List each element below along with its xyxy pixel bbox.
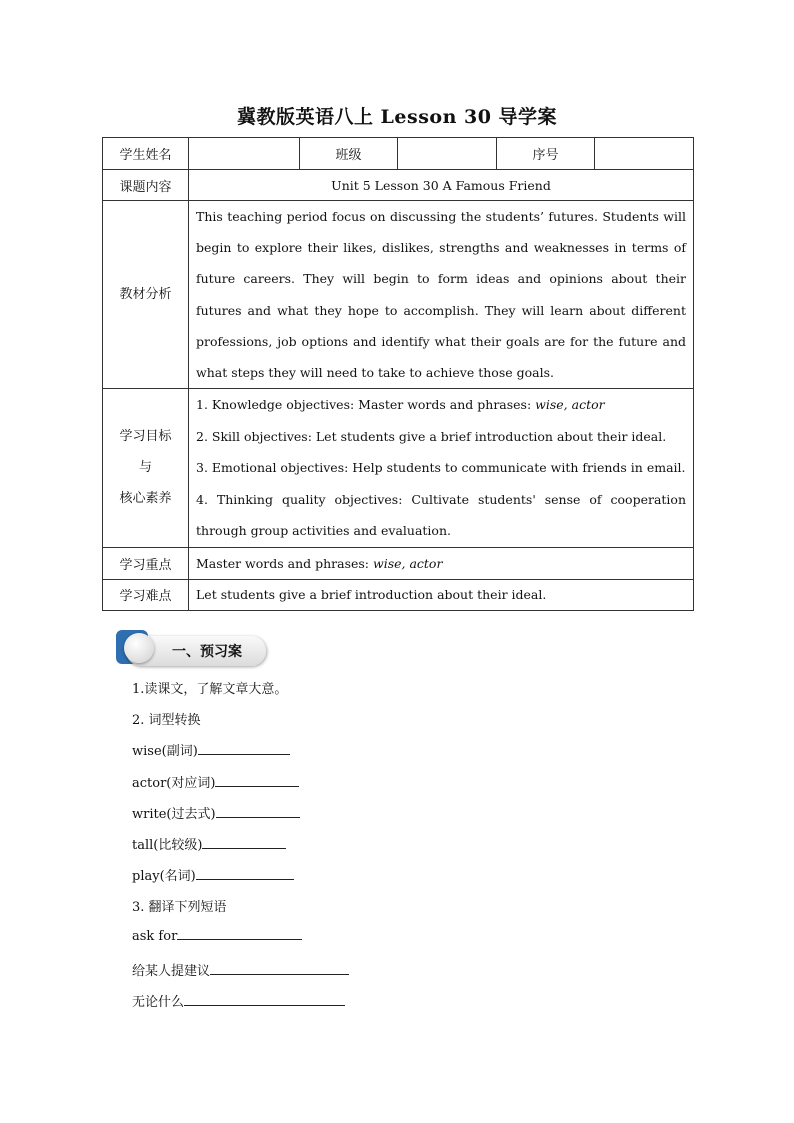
answer-blank[interactable] (202, 836, 286, 849)
answer-blank[interactable] (184, 993, 345, 1006)
word-transform-row (132, 803, 300, 822)
section-heading: 一、预习案 (172, 644, 242, 660)
section-bullet-icon (124, 633, 154, 663)
phrase-prompt: 无论什么 (132, 995, 185, 1010)
key-points-words: wise, actor (373, 555, 443, 571)
word-transform-row (132, 865, 294, 884)
key-points-text: Master words and phrases: (196, 555, 373, 571)
word-prompt: play(名词) (132, 869, 196, 884)
answer-blank[interactable] (198, 742, 290, 755)
goals-label-line: 核心素养 (119, 491, 172, 507)
phrase-row (132, 960, 349, 979)
answer-blank[interactable] (196, 867, 294, 880)
word-transform-row (132, 834, 286, 853)
key-points-label: 学习重点 (103, 547, 189, 579)
class-label: 班级 (300, 138, 398, 170)
topic-value: Unit 5 Lesson 30 A Famous Friend (189, 170, 694, 201)
difficulty-label: 学习难点 (103, 579, 189, 610)
page-title: 冀教版英语八上 Lesson 30 导学案 (236, 106, 558, 128)
analysis-label: 教材分析 (103, 201, 189, 389)
objective-1-text: 1. Knowledge objectives: Master words and phrases: (196, 397, 536, 413)
objective-3: 3. Emotional objectives: Help students to communicate with friends in email. (196, 460, 686, 476)
goals-label-line: 学习目标 (119, 429, 172, 445)
objective-1 (196, 389, 686, 421)
word-prompt: actor(对应词) (132, 776, 216, 791)
topic-label: 课题内容 (103, 170, 189, 201)
student-name-field[interactable] (189, 138, 300, 170)
word-transform-row (132, 740, 290, 759)
preview-item-2: 2. 词型转换 (132, 713, 201, 728)
phrase-row (132, 927, 302, 944)
answer-blank[interactable] (210, 962, 349, 975)
word-prompt: wise(副词) (132, 744, 198, 759)
goals-label (103, 389, 189, 548)
phrase-prompt: ask for (132, 929, 178, 944)
seat-field[interactable] (595, 138, 694, 170)
key-points-value (189, 547, 694, 579)
lesson-info-table (102, 137, 694, 611)
goals-label-line: 与 (138, 460, 152, 476)
table-row (103, 170, 694, 201)
preview-item-3: 3. 翻译下列短语 (132, 900, 227, 915)
objective-1-words: wise, actor (535, 397, 605, 413)
table-row (103, 389, 694, 548)
class-field[interactable] (398, 138, 497, 170)
phrase-row (132, 991, 345, 1010)
answer-blank[interactable] (215, 774, 299, 787)
student-name-label: 学生姓名 (103, 138, 189, 170)
table-row (103, 579, 694, 610)
preview-item-1: 1.读课文，了解文章大意。 (132, 682, 288, 697)
section-header (116, 630, 268, 670)
table-row (103, 138, 694, 170)
word-transform-row (132, 772, 299, 791)
table-row (103, 201, 694, 389)
objective-2: 2. Skill objectives: Let students give a brief introduction about their ideal. (196, 428, 667, 444)
phrase-prompt: 给某人提建议 (132, 964, 211, 979)
table-row (103, 547, 694, 579)
answer-blank[interactable] (177, 927, 302, 940)
analysis-text: This teaching period focus on discussing the students’ futures. Students will begin to explore their likes, dislikes, strengths and weaknesses in terms of future careers. They will begin to form ideas and opinions about their futures and what they hope to accomplish. They will learn about different professions, job options and identify what their goals are for the future and what steps they will need to take to achieve those goals. (196, 209, 686, 381)
difficulty-value: Let students give a brief introduction about their ideal. (189, 579, 694, 610)
answer-blank[interactable] (216, 805, 300, 818)
word-prompt: tall(比较级) (132, 838, 203, 853)
seat-label: 序号 (497, 138, 595, 170)
word-prompt: write(过去式) (132, 807, 216, 822)
objective-4: 4. Thinking quality objectives: Cultivate students' sense of cooperation through group activities and evaluation. (196, 491, 686, 539)
